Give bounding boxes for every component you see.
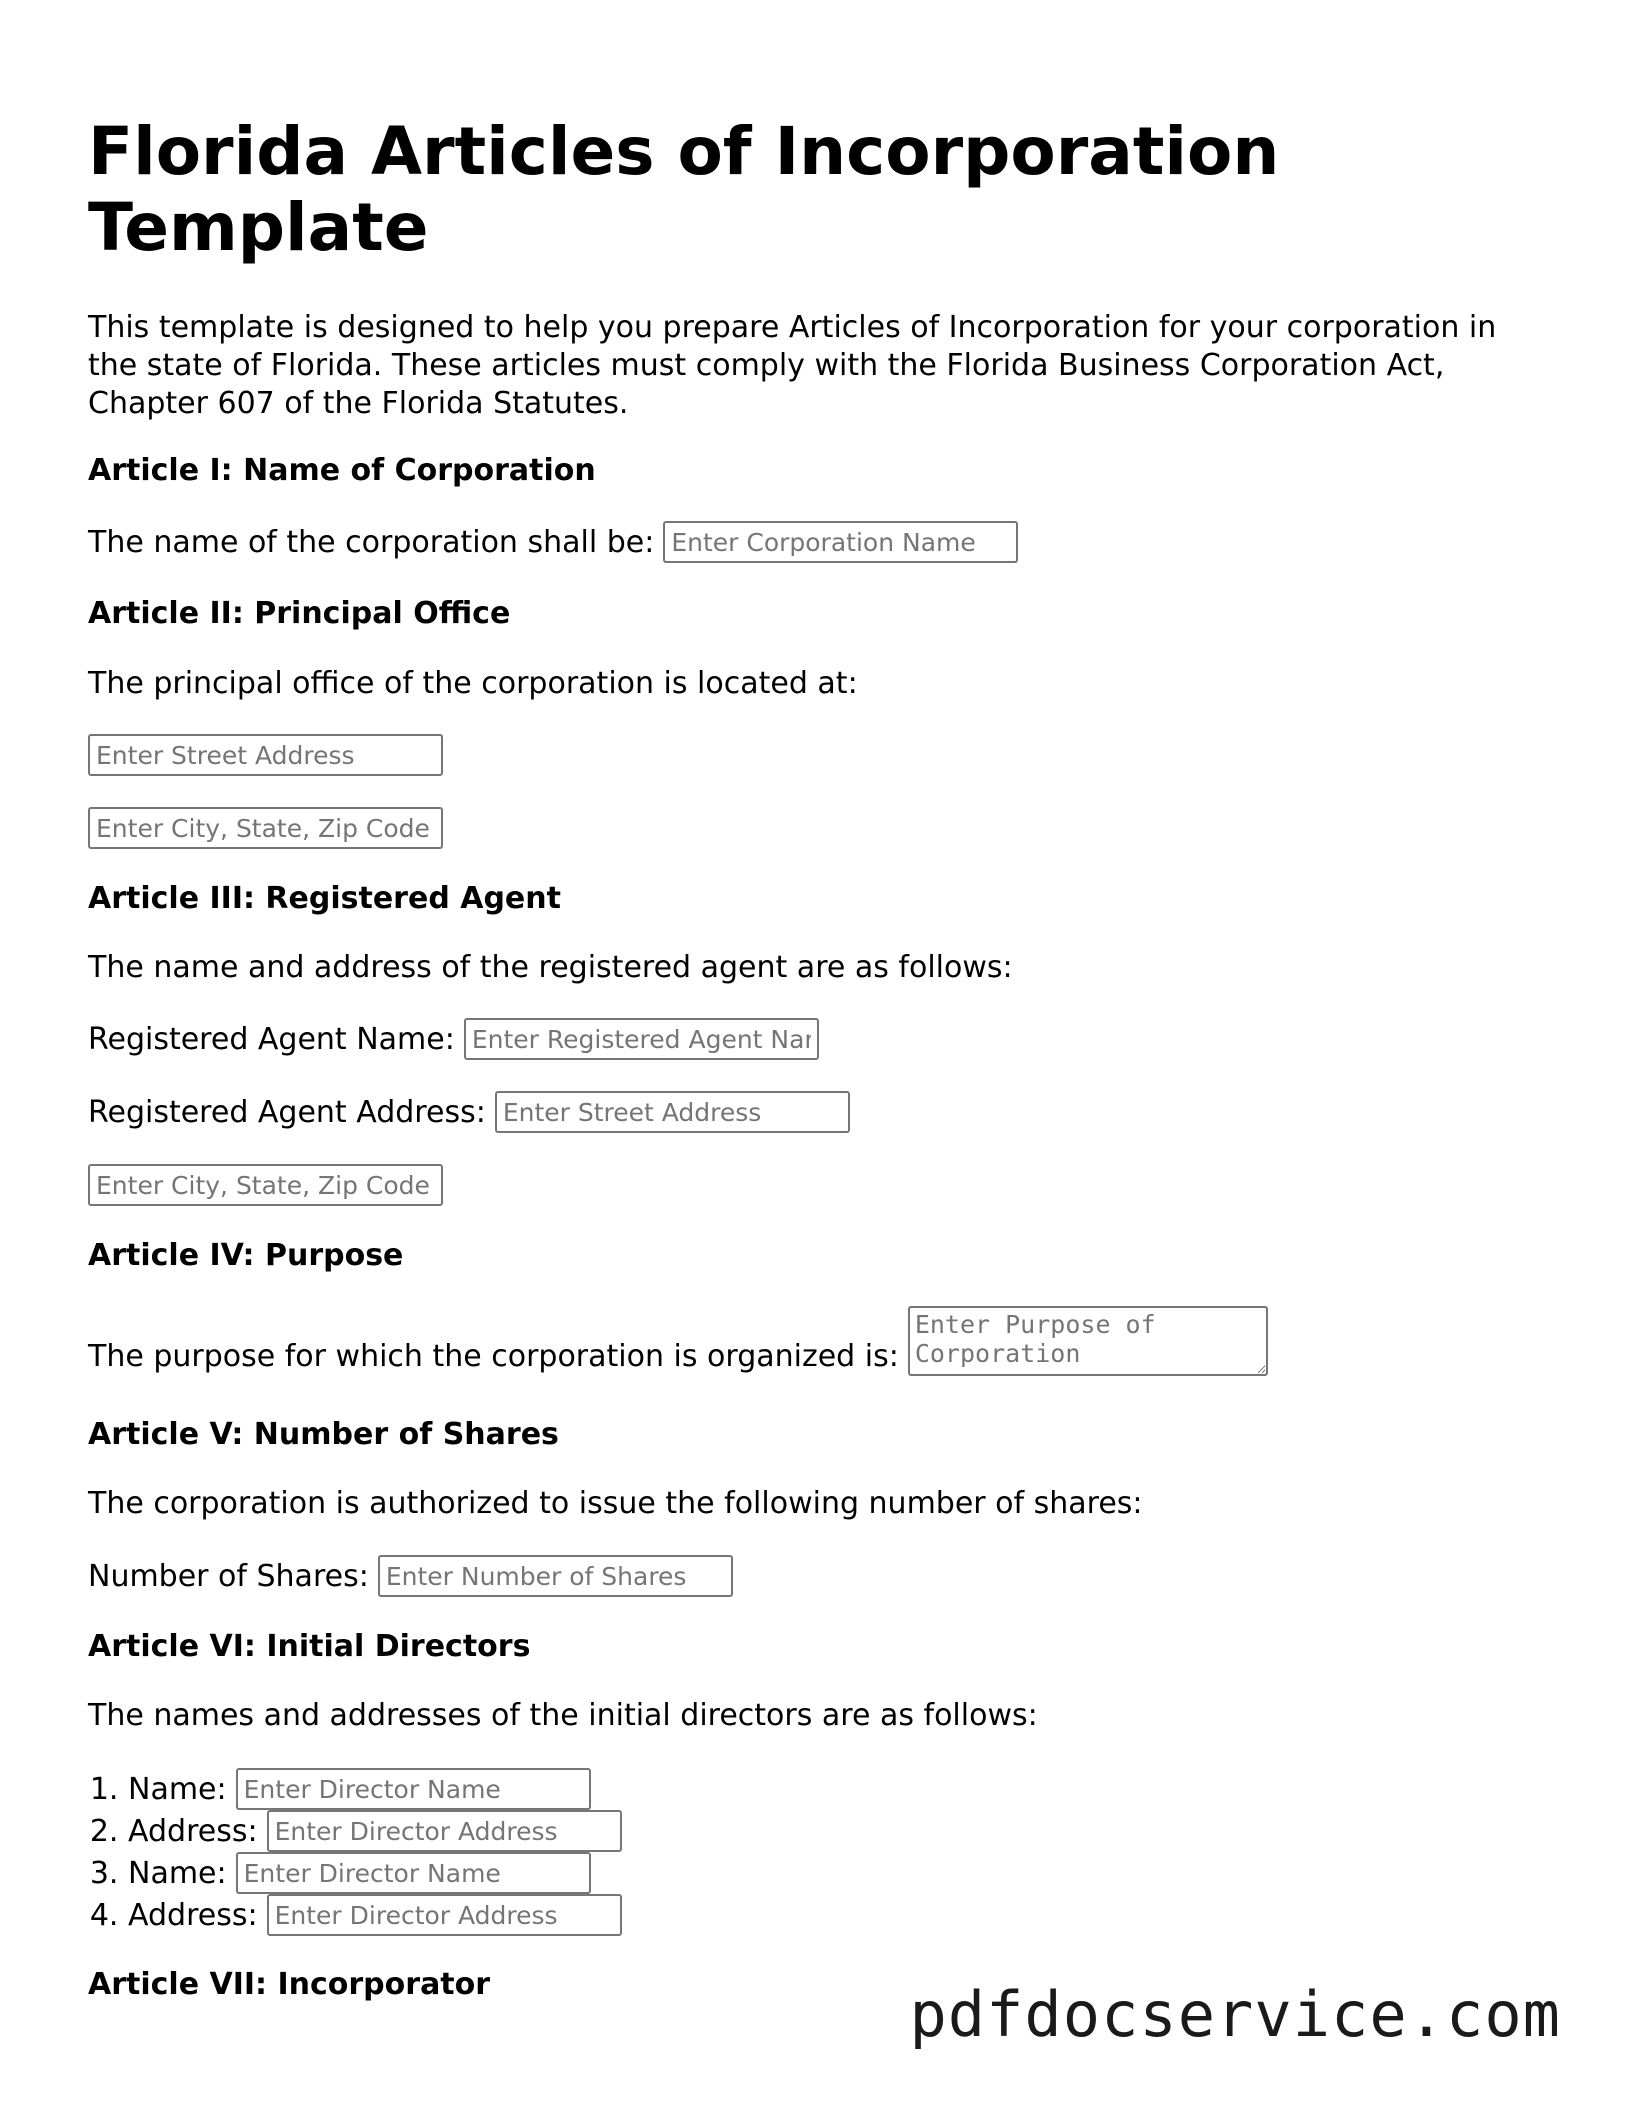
agent-name-input[interactable] [464,1018,819,1060]
article-2-heading: Article II: Principal Office [88,596,511,631]
list-item [128,1852,622,1894]
agent-city-input[interactable] [88,1164,443,1206]
principal-city-input[interactable] [88,807,443,849]
corporation-name-row [88,521,1018,563]
registered-agent-text: The name and address of the registered agent are as follows: [88,950,1013,985]
director-1-name-label: 1. Name: [128,1771,227,1807]
shares-text: The corporation is authorized to issue the following number of shares: [88,1486,1143,1521]
list-item [128,1810,622,1852]
shares-label: Number of Shares: [88,1558,369,1594]
shares-row [88,1555,733,1597]
director-2-address-label: 4. Address: [128,1897,258,1933]
purpose-label: The purpose for which the corporation is organized is: [88,1339,899,1374]
corporation-name-label: The name of the corporation shall be: [88,524,655,560]
article-5-heading: Article V: Number of Shares [88,1417,559,1452]
corporation-name-input[interactable] [663,521,1018,563]
agent-address-label: Registered Agent Address: [88,1094,486,1130]
article-7-heading: Article VII: Incorporator [88,1967,491,2002]
director-2-name-input[interactable] [236,1852,591,1894]
director-2-name-label: 3. Name: [128,1855,227,1891]
directors-list [88,1768,622,1936]
director-1-name-input[interactable] [236,1768,591,1810]
article-3-heading: Article III: Registered Agent [88,881,561,916]
page-title: Florida Articles of Incorporation Template [88,113,1280,266]
agent-address-row [88,1091,850,1133]
article-1-heading: Article I: Name of Corporation [88,453,596,488]
principal-street-row [88,734,443,776]
principal-street-input[interactable] [88,734,443,776]
intro-paragraph: This template is designed to help you prepare Articles of Incorporation for your corporation in the state of Florida. These articles must comply with the Florida Business Corporation Act, Chapter 607 of the Florida Statutes. [88,310,1497,421]
director-1-address-label: 2. Address: [128,1813,258,1849]
list-item [128,1894,622,1936]
director-2-address-input[interactable] [267,1894,622,1936]
purpose-textarea[interactable] [908,1306,1268,1376]
agent-name-row [88,1018,819,1060]
article-6-heading: Article VI: Initial Directors [88,1629,531,1664]
purpose-row [88,1306,1268,1376]
article-4-heading: Article IV: Purpose [88,1238,404,1273]
agent-city-row [88,1164,443,1206]
shares-input[interactable] [378,1555,733,1597]
watermark: pdfdocservice.com [909,1978,1561,2051]
directors-text: The names and addresses of the initial directors are as follows: [88,1698,1038,1733]
list-item [128,1768,622,1810]
agent-street-input[interactable] [495,1091,850,1133]
principal-city-row [88,807,443,849]
director-1-address-input[interactable] [267,1810,622,1852]
agent-name-label: Registered Agent Name: [88,1021,455,1057]
principal-office-text: The principal office of the corporation is located at: [88,666,858,701]
